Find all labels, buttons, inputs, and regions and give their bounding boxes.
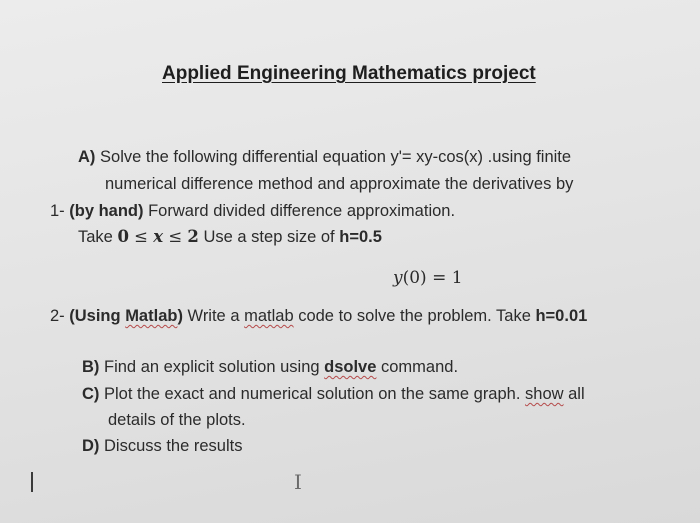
initial-rest: (0) = 1 [402,268,463,288]
part-d-label: D) [82,437,100,455]
part-a-text-2: numerical difference method and approximate the derivatives by [105,175,574,193]
part-d-line [82,436,242,456]
part-a-text-1: Solve the following differential equation y'= xy-cos(x) .using finite [100,148,572,166]
part-a-line-1 [78,147,571,167]
item-2-line [50,306,587,326]
item-2-text-b: matlab [244,307,294,325]
initial-y: y [393,268,403,288]
part-c-text-2: all [563,385,585,403]
item-1-bold: (by hand) [69,202,144,220]
part-b-cmd: dsolve [324,358,377,376]
take-two: 2 [187,227,199,246]
item-1-number: 1- [50,202,65,220]
part-c-text-3: details of the plots. [108,411,246,429]
item-2-number: 2- [50,307,65,325]
take-zero: 0 [117,227,129,246]
item-2-text-c: code to solve the problem. Take [293,307,536,325]
take-post: Use a step size of [198,228,340,246]
part-c-line-1 [82,384,585,404]
part-a-line-2 [105,174,573,194]
ibeam-cursor-icon: I [294,470,302,494]
part-c-text-1: Plot the exact and numerical solution on the same graph. [99,385,526,403]
page-title: Applied Engineering Mathematics project [162,63,536,84]
part-d-text: Discuss the results [99,437,243,455]
part-b-text-2: command. [376,358,459,376]
initial-condition [393,268,463,288]
part-c-show: show [525,385,564,403]
part-c-line-2 [108,410,246,430]
item-2-bold-c: ) [177,307,183,325]
item-1-line [50,201,455,221]
text-caret-icon [31,472,33,492]
take-le-1: ≤ [128,227,154,246]
part-b-text: Find an explicit solution using [99,358,325,376]
part-c-label: C) [82,385,100,403]
take-prefix: Take [78,228,118,246]
item-2-bold-a: (Using [69,307,126,325]
take-h: h=0.5 [339,228,382,246]
take-x: x [153,227,164,246]
item-2-text-a: Write a [182,307,245,325]
item-1-text: Forward divided difference approximation. [143,202,456,220]
item-2-h: h=0.01 [535,307,588,325]
take-line [78,227,382,247]
part-b-line [82,357,458,377]
item-2-bold-b: Matlab [125,307,178,325]
part-a-label: A) [78,148,96,166]
part-b-label: B) [82,358,100,376]
take-le-2: ≤ [163,227,188,246]
